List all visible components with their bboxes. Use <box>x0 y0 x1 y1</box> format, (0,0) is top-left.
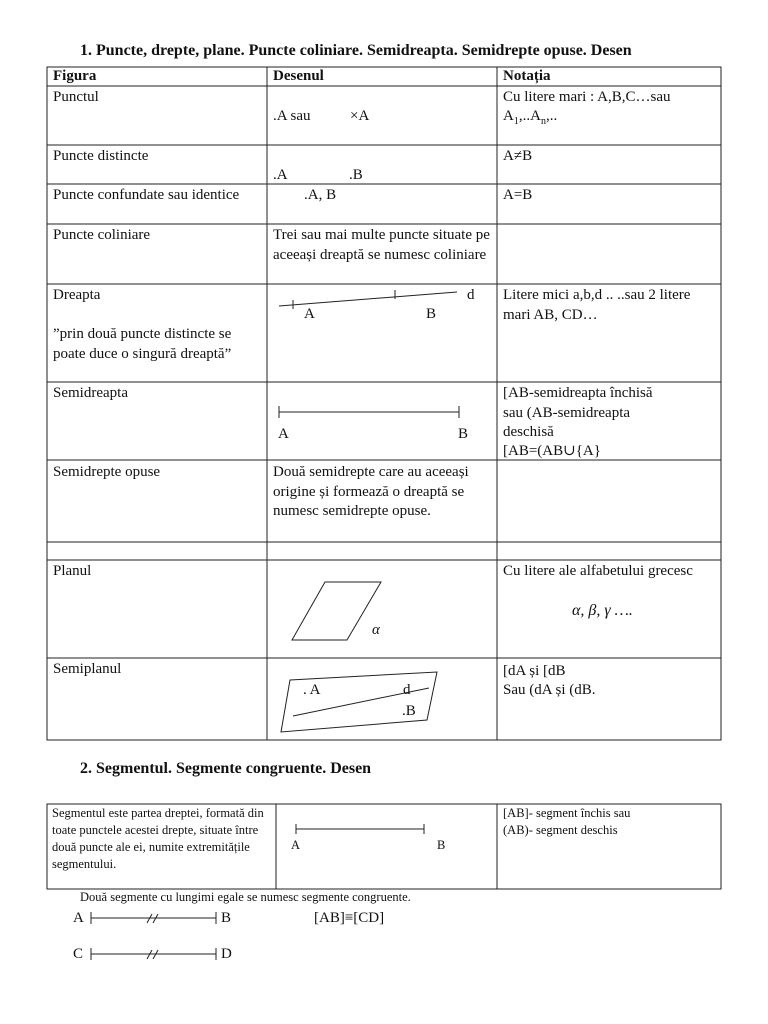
notatia-distincte: A≠B <box>503 148 533 164</box>
desen-punct-a: .A sau <box>273 108 311 124</box>
semiplan-label-b: .B <box>402 703 416 719</box>
congruente-label-d: D <box>221 946 232 962</box>
desen-punct-x: ×A <box>350 108 370 124</box>
notatia-punctul-1: Cu litere mari : A,B,C…sau <box>503 89 671 105</box>
desen-coliniare: Trei sau mai multe puncte situate pe aceeași dreaptă se numesc coliniare <box>273 227 490 263</box>
notatia-semidreapta-2: sau (AB-semidreapta <box>503 405 631 421</box>
desen-semidrepte-opuse: Două semidrepte care au aceeași origine și formează o dreaptă se numesc semidrepte opuse. <box>273 464 469 519</box>
figura-dreapta-note: ”prin două puncte distincte se poate duce o singură dreaptă” <box>53 326 232 362</box>
header-notatia: Notația <box>503 68 551 84</box>
segment-definitie: Segmentul este partea dreptei, formată din toate punctele acestei drepte, situate între două puncte ale ei, numite extremitățile segmentului. <box>52 806 264 871</box>
figura-dreapta: Dreapta <box>53 287 101 303</box>
notatia-semidreapta-3: deschisă <box>503 424 554 440</box>
figura-puncte-confundate: Puncte confundate sau identice <box>53 187 240 203</box>
notatia-segment-1: [AB]- segment închis sau <box>503 806 631 820</box>
notatia-punctul-2: $A_1,..A_n$,.. <box>503 108 558 127</box>
notatia-semidreapta-4: [AB=(AB∪{A} <box>503 443 601 459</box>
figura-semidreapta: Semidreapta <box>53 385 128 401</box>
figura-planul: Planul <box>53 563 92 579</box>
congruente-label-c: C <box>73 946 84 962</box>
notatia-segment-2: (AB)- segment deschis <box>503 823 618 837</box>
section-heading-1: 1. Puncte, drepte, plane. Puncte coliniare. Semidreapta. Semidrepte opuse. Desen <box>80 42 632 59</box>
dreapta-drawing <box>267 284 497 324</box>
header-figura: Figura <box>53 68 97 84</box>
notatia-planul-2: α, β, γ …. <box>572 602 633 619</box>
congruente-drawing <box>85 908 225 968</box>
figura-puncte-distincte: Puncte distincte <box>53 148 149 164</box>
semidreapta-label-a: A <box>278 426 289 442</box>
notatia-planul-1: Cu litere ale alfabetului grecesc <box>503 563 693 579</box>
plan-label-alpha: α <box>372 622 380 638</box>
notatia-semiplanul-1: [dA și [dB <box>503 663 566 679</box>
figura-punctul: Punctul <box>53 89 99 105</box>
notatia-semiplanul-2: Sau (dA și (dB. <box>503 682 596 698</box>
dreapta-label-d: d <box>467 287 475 303</box>
notatia-confundate: A=B <box>503 187 533 203</box>
figura-semiplanul: Semiplanul <box>53 661 122 677</box>
figura-semidrepte-opuse: Semidrepte opuse <box>53 464 161 480</box>
header-desenul: Desenul <box>273 68 324 84</box>
segment-label-a: A <box>291 838 301 852</box>
dreapta-label-a: A <box>304 306 315 322</box>
congruente-label-b: B <box>221 910 232 926</box>
segment-drawing <box>276 820 497 840</box>
semiplan-drawing <box>267 658 497 740</box>
segment-label-b: B <box>437 838 446 852</box>
semidreapta-drawing <box>267 400 497 424</box>
semiplan-label-d: d <box>403 682 411 698</box>
section-heading-2: 2. Segmentul. Segmente congruente. Desen <box>80 760 372 777</box>
congruente-label-a: A <box>73 910 84 926</box>
dreapta-label-b: B <box>426 306 437 322</box>
semiplan-label-a: . A <box>303 682 321 698</box>
congruente-text: Două segmente cu lungimi egale se numesc segmente congruente. <box>80 890 411 904</box>
semidreapta-label-b: B <box>458 426 469 442</box>
figura-puncte-coliniare: Puncte coliniare <box>53 227 151 243</box>
desen-confundate: .A, B <box>304 187 337 203</box>
notatia-semidreapta-1: [AB-semidreapta închisă <box>503 385 653 401</box>
desen-distincte-b: .B <box>349 167 363 183</box>
notatia-dreapta: Litere mici a,b,d .. ..sau 2 litere mari AB, CD… <box>503 287 691 323</box>
desen-distincte-a: .A <box>273 167 288 183</box>
plan-parallelogram <box>267 560 497 658</box>
congruente-notatie: [AB]≡[CD] <box>314 910 385 926</box>
